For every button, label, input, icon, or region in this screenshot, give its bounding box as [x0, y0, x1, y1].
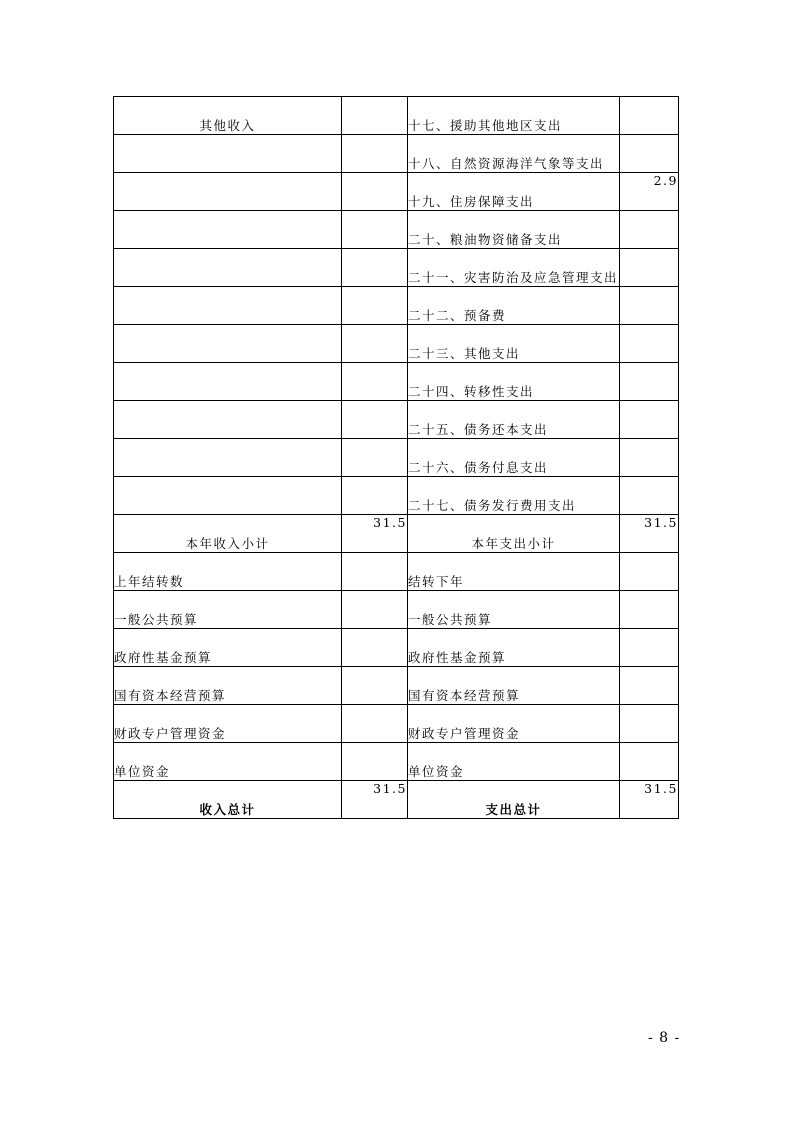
table-row — [114, 287, 679, 325]
expense-value-cell — [620, 591, 679, 629]
expense-total-label: 支出总计 — [408, 781, 620, 819]
carry-income-item-label: 一般公共预算 — [114, 591, 342, 629]
table-row — [114, 363, 679, 401]
carry-expense-item-label: 一般公共预算 — [408, 591, 620, 629]
table-row — [114, 135, 679, 173]
carry-expense-item-label: 财政专户管理资金 — [408, 705, 620, 743]
total-row — [114, 781, 679, 819]
table-row — [114, 249, 679, 287]
carry-item-row — [114, 743, 679, 781]
page-number: - 8 - — [648, 1030, 681, 1046]
expense-value-cell — [620, 553, 679, 591]
expense-value-cell — [620, 477, 679, 515]
expense-value-cell — [620, 439, 679, 477]
income-value-cell — [342, 477, 408, 515]
expense-subtotal-label: 本年支出小计 — [408, 515, 620, 553]
expense-subtotal-value: 31.5 — [620, 515, 679, 553]
income-value-cell — [342, 325, 408, 363]
expense-value-cell — [620, 743, 679, 781]
carry-item-row — [114, 629, 679, 667]
carry-item-row — [114, 705, 679, 743]
income-value-cell — [342, 667, 408, 705]
expense-value-cell — [620, 135, 679, 173]
income-value-cell — [342, 401, 408, 439]
carry-income-item-label: 单位资金 — [114, 743, 342, 781]
income-label-cell — [114, 249, 342, 287]
table-row — [114, 173, 679, 211]
expense-label-cell: 二十五、债务还本支出 — [408, 401, 620, 439]
income-value-cell — [342, 553, 408, 591]
expense-value-cell — [620, 667, 679, 705]
carry-item-row — [114, 591, 679, 629]
table-row — [114, 477, 679, 515]
income-value-cell — [342, 97, 408, 135]
expense-value-cell — [620, 629, 679, 667]
income-label-cell — [114, 477, 342, 515]
table-row — [114, 439, 679, 477]
carry-header-row — [114, 553, 679, 591]
expense-label-cell: 二十一、灾害防治及应急管理支出 — [408, 249, 620, 287]
expense-value-cell: 2.9 — [620, 173, 679, 211]
income-label-cell — [114, 363, 342, 401]
table-row — [114, 325, 679, 363]
expense-label-cell: 十八、自然资源海洋气象等支出 — [408, 135, 620, 173]
income-label-cell — [114, 325, 342, 363]
expense-label-cell: 十七、援助其他地区支出 — [408, 97, 620, 135]
expense-value-cell — [620, 325, 679, 363]
expense-label-cell: 二十四、转移性支出 — [408, 363, 620, 401]
income-value-cell — [342, 591, 408, 629]
income-label-cell — [114, 401, 342, 439]
income-expense-table — [113, 96, 679, 819]
expense-label-cell: 二十三、其他支出 — [408, 325, 620, 363]
expense-value-cell — [620, 705, 679, 743]
income-value-cell — [342, 629, 408, 667]
prior-year-carryover-label: 上年结转数 — [114, 553, 342, 591]
carry-income-item-label: 政府性基金预算 — [114, 629, 342, 667]
income-label-cell — [114, 135, 342, 173]
income-value-cell — [342, 287, 408, 325]
income-value-cell — [342, 135, 408, 173]
income-value-cell — [342, 249, 408, 287]
expense-value-cell — [620, 401, 679, 439]
carry-expense-item-label: 单位资金 — [408, 743, 620, 781]
income-value-cell — [342, 705, 408, 743]
carry-income-item-label: 财政专户管理资金 — [114, 705, 342, 743]
table-row — [114, 401, 679, 439]
expense-value-cell — [620, 249, 679, 287]
expense-value-cell — [620, 363, 679, 401]
expense-value-cell — [620, 97, 679, 135]
carry-expense-item-label: 政府性基金预算 — [408, 629, 620, 667]
expense-label-cell: 二十、粮油物资储备支出 — [408, 211, 620, 249]
income-value-cell — [342, 439, 408, 477]
income-value-cell — [342, 173, 408, 211]
expense-label-cell: 二十六、债务付息支出 — [408, 439, 620, 477]
table-row — [114, 97, 679, 135]
income-total-value: 31.5 — [342, 781, 408, 819]
carry-to-next-year-label: 结转下年 — [408, 553, 620, 591]
carry-expense-item-label: 国有资本经营预算 — [408, 667, 620, 705]
carry-item-row — [114, 667, 679, 705]
subtotal-row — [114, 515, 679, 553]
expense-label-cell: 二十二、预备费 — [408, 287, 620, 325]
income-value-cell — [342, 743, 408, 781]
income-label-cell — [114, 287, 342, 325]
expense-total-value: 31.5 — [620, 781, 679, 819]
expense-label-cell: 二十七、债务发行费用支出 — [408, 477, 620, 515]
expense-label-cell: 十九、住房保障支出 — [408, 173, 620, 211]
table-row — [114, 211, 679, 249]
income-label-cell: 其他收入 — [114, 97, 342, 135]
income-value-cell — [342, 211, 408, 249]
carry-income-item-label: 国有资本经营预算 — [114, 667, 342, 705]
income-total-label: 收入总计 — [114, 781, 342, 819]
income-subtotal-value: 31.5 — [342, 515, 408, 553]
income-label-cell — [114, 439, 342, 477]
income-label-cell — [114, 173, 342, 211]
income-label-cell — [114, 211, 342, 249]
income-value-cell — [342, 363, 408, 401]
income-subtotal-label: 本年收入小计 — [114, 515, 342, 553]
expense-value-cell — [620, 287, 679, 325]
expense-value-cell — [620, 211, 679, 249]
